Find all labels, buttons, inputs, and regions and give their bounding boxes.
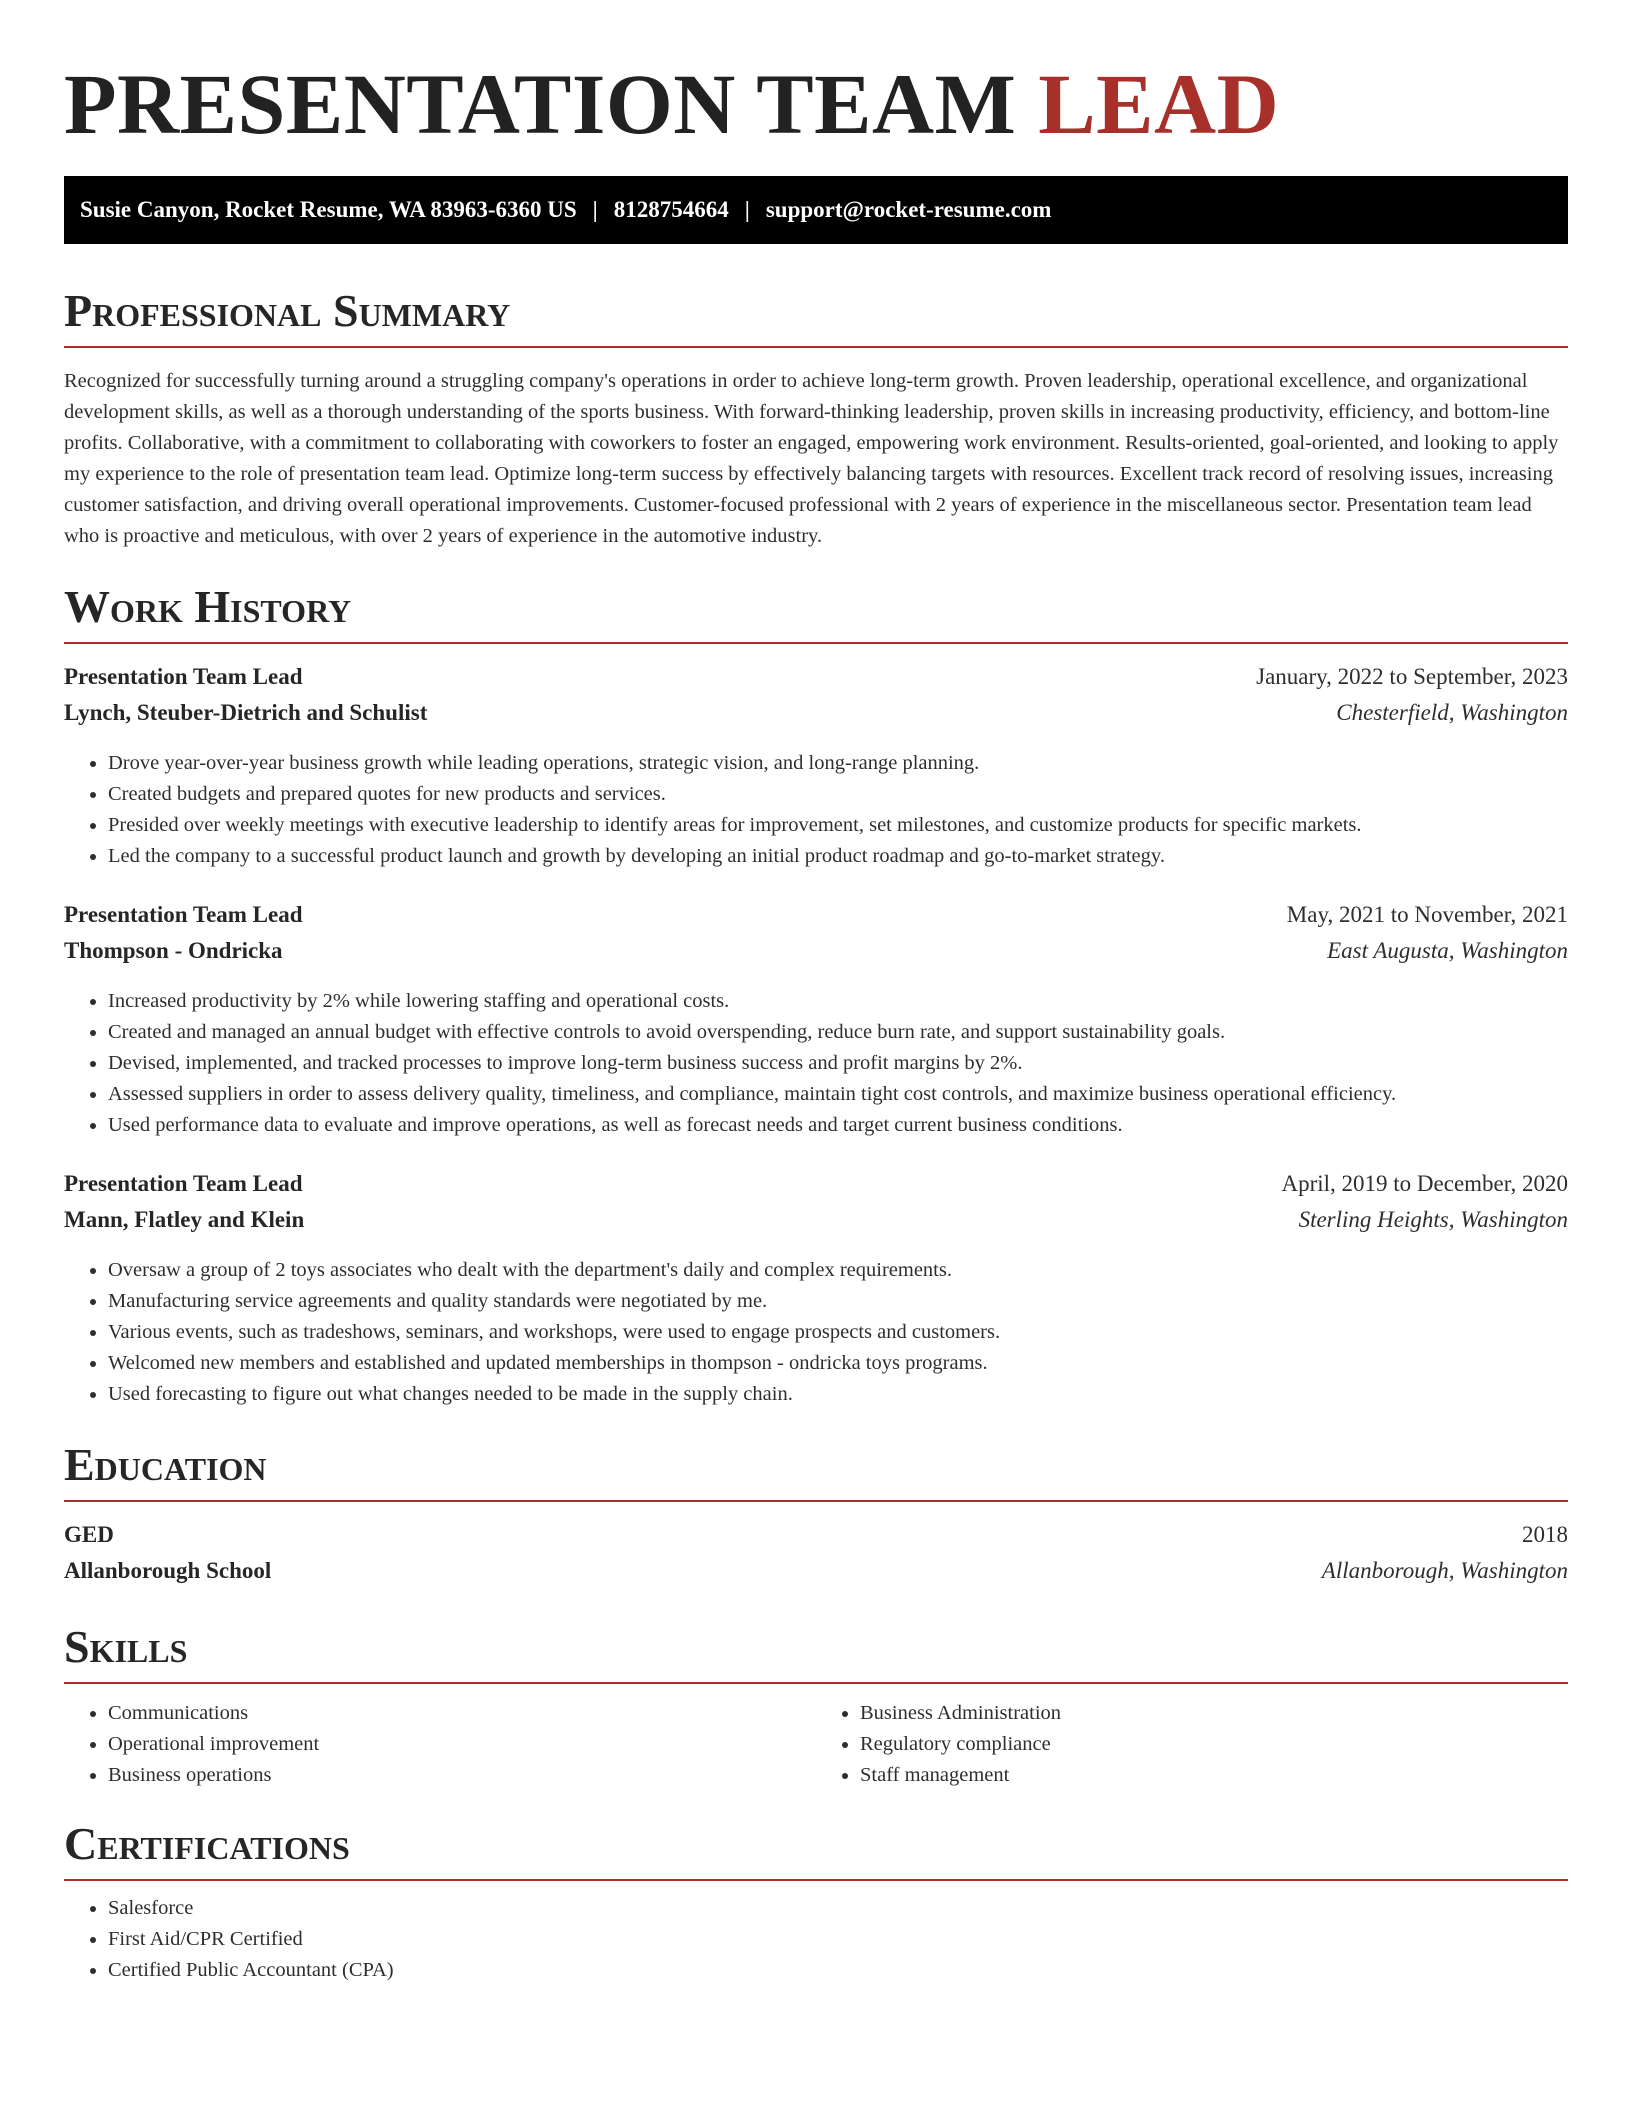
education-degree-row <box>64 1522 1568 1558</box>
contact-bar <box>64 176 1568 244</box>
certifications-section <box>64 1819 1568 1986</box>
job-bullet: • Used forecasting to figure out what changes needed to be made in the supply chain. <box>108 1379 1568 1410</box>
job-header-row <box>64 902 1568 938</box>
skill-item: • Communications <box>108 1698 816 1729</box>
page-title <box>64 56 1568 152</box>
job-bullet: • Created and managed an annual budget with effective controls to avoid overspending, reduce burn rate, and support sustainability goals. <box>108 1017 1568 1048</box>
job-entry <box>64 664 1568 872</box>
skills-grid <box>64 1698 1568 1791</box>
job-bullets <box>64 748 1568 872</box>
education-school: Allanborough School <box>64 1558 272 1583</box>
summary-heading: Professional Summary <box>64 286 1568 348</box>
job-location: Sterling Heights, Washington <box>1298 1207 1568 1232</box>
job-title: Presentation Team Lead <box>64 1171 303 1196</box>
job-bullet: • Presided over weekly meetings with executive leadership to identify areas for improvement, set milestones, and customize products for specific markets. <box>108 810 1568 841</box>
job-title: Presentation Team Lead <box>64 902 303 927</box>
job-dates: May, 2021 to November, 2021 <box>1286 902 1568 927</box>
work-history-section <box>64 582 1568 1410</box>
job-bullet: • Welcomed new members and established and updated memberships in thompson - ondricka toys programs. <box>108 1348 1568 1379</box>
contact-separator: | <box>744 197 750 222</box>
work-history-heading: Work History <box>64 582 1568 644</box>
education-location: Allanborough, Washington <box>1321 1558 1568 1583</box>
title-main: PRESENTATION TEAM <box>64 56 1017 152</box>
job-header-row <box>64 664 1568 700</box>
summary-text: Recognized for successfully turning around a struggling company's operations in order to achieve long-term growth. Proven leadership, operational excellence, and organizational development skills, as well as a thorough understanding of the sports business. With forward-thinking leadership, proven skills in increasing productivity, efficiency, and bottom-line profits. Collaborative, with a commitment to collaborating with coworkers to foster an engaged, empowering work environment. Results-oriented, goal-oriented, and looking to apply my experience to the role of presentation team lead. Optimize long-term success by effectively balancing targets with resources. Excellent track record of resolving issues, increasing customer satisfaction, and driving overall operational improvements. Customer-focused professional with 2 years of experience in the miscellaneous sector. Presentation team lead who is proactive and meticulous, with over 2 years of experience in the automotive industry. <box>64 370 1559 547</box>
job-bullet: • Drove year-over-year business growth while leading operations, strategic vision, and long-range planning. <box>108 748 1568 779</box>
certifications-heading: Certifications <box>64 1819 1568 1881</box>
contact-separator: | <box>592 197 598 222</box>
contact-phone[interactable]: 8128754664 <box>613 197 729 222</box>
job-entry <box>64 902 1568 1141</box>
job-dates: April, 2019 to December, 2020 <box>1281 1171 1568 1196</box>
summary-section <box>64 286 1568 552</box>
job-entry <box>64 1171 1568 1410</box>
education-year: 2018 <box>1522 1522 1568 1547</box>
job-dates: January, 2022 to September, 2023 <box>1256 664 1568 689</box>
job-bullet: • Increased productivity by 2% while lowering staffing and operational costs. <box>108 986 1568 1017</box>
job-bullets <box>64 986 1568 1141</box>
job-company-row <box>64 938 1568 974</box>
skill-item: • Business Administration <box>860 1698 1568 1729</box>
certification-item: • Salesforce <box>108 1893 1568 1924</box>
job-location: East Augusta, Washington <box>1327 938 1568 963</box>
skills-list-right <box>816 1698 1568 1791</box>
job-header-row <box>64 1171 1568 1207</box>
skill-item: • Operational improvement <box>108 1729 816 1760</box>
job-bullets <box>64 1255 1568 1410</box>
certification-item: • First Aid/CPR Certified <box>108 1924 1568 1955</box>
skill-item: • Staff management <box>860 1760 1568 1791</box>
job-bullet: • Led the company to a successful product launch and growth by developing an initial product roadmap and go-to-market strategy. <box>108 841 1568 872</box>
education-school-row <box>64 1558 1568 1594</box>
education-entry <box>64 1522 1568 1594</box>
title-accent: LEAD <box>1038 56 1280 152</box>
job-company: Lynch, Steuber-Dietrich and Schulist <box>64 700 428 725</box>
job-bullet: • Manufacturing service agreements and quality standards were negotiated by me. <box>108 1286 1568 1317</box>
education-section <box>64 1440 1568 1594</box>
certifications-list <box>64 1893 1568 1986</box>
job-bullet: • Various events, such as tradeshows, seminars, and workshops, were used to engage prospects and customers. <box>108 1317 1568 1348</box>
skill-item: • Business operations <box>108 1760 816 1791</box>
job-company: Mann, Flatley and Klein <box>64 1207 305 1232</box>
certification-item: • Certified Public Accountant (CPA) <box>108 1955 1568 1986</box>
contact-email[interactable]: support@rocket-resume.com <box>765 197 1052 222</box>
job-bullet: • Oversaw a group of 2 toys associates who dealt with the department's daily and complex requirements. <box>108 1255 1568 1286</box>
job-title: Presentation Team Lead <box>64 664 303 689</box>
skill-item: • Regulatory compliance <box>860 1729 1568 1760</box>
job-company-row <box>64 1207 1568 1243</box>
skills-section <box>64 1622 1568 1791</box>
job-bullet: • Assessed suppliers in order to assess delivery quality, timeliness, and compliance, maintain tight cost controls, and maximize business operational efficiency. <box>108 1079 1568 1110</box>
skills-heading: Skills <box>64 1622 1568 1684</box>
job-bullet: • Devised, implemented, and tracked processes to improve long-term business success and profit margins by 2%. <box>108 1048 1568 1079</box>
job-bullet: • Used performance data to evaluate and improve operations, as well as forecast needs and target current business conditions. <box>108 1110 1568 1141</box>
education-heading: Education <box>64 1440 1568 1502</box>
job-location: Chesterfield, Washington <box>1336 700 1568 725</box>
contact-address: Susie Canyon, Rocket Resume, WA 83963-6360 US <box>80 197 577 222</box>
job-bullet: • Created budgets and prepared quotes for new products and services. <box>108 779 1568 810</box>
education-degree: GED <box>64 1522 114 1547</box>
job-company: Thompson - Ondricka <box>64 938 283 963</box>
job-company-row <box>64 700 1568 736</box>
skills-list-left <box>64 1698 816 1791</box>
